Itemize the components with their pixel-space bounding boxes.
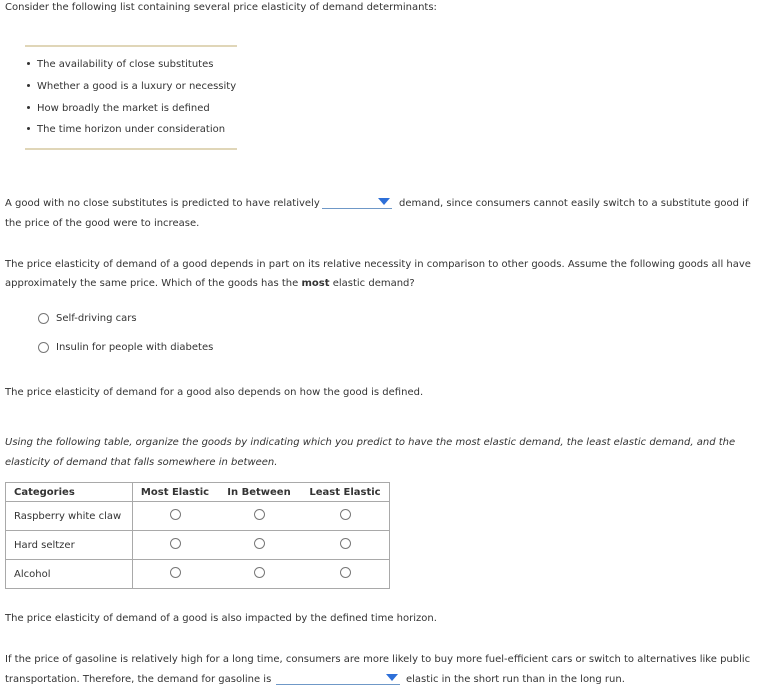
header-least-elastic: Least Elastic (301, 483, 390, 502)
table-instruction-line1: Using the following table, organize the goods by indicating which you predict to have the most elastic demand, the least elastic demand, and the (5, 437, 736, 448)
time-text: The price elasticity of demand of a good is also impacted by the defined time horizon. (5, 613, 437, 624)
radio-least-elastic[interactable] (340, 567, 351, 578)
radio-least-elastic[interactable] (340, 509, 351, 520)
radio-least-elastic[interactable] (340, 538, 351, 549)
category-cell: Raspberry white claw (6, 502, 133, 531)
q2-text-line1: The price elasticity of demand of a good depends in part on its relative necessity in comparison to other goods. Assume the following goods all have (5, 259, 751, 270)
bullet-icon (27, 106, 30, 109)
category-cell: Hard seltzer (6, 531, 133, 560)
chevron-down-icon (378, 198, 390, 205)
bullet-icon (27, 84, 30, 87)
determinants-list (25, 45, 237, 150)
substitutes-dropdown[interactable] (322, 198, 392, 209)
option-label: Insulin for people with diabetes (56, 342, 214, 353)
table-instruction-line2: elasticity of demand that falls somewhere in between. (5, 457, 278, 468)
list-item: The availability of close substitutes (25, 59, 213, 70)
market-text: The price elasticity of demand for a good also depends on how the good is defined. (5, 387, 424, 398)
radio-most-elastic[interactable] (170, 509, 181, 520)
table-row (6, 502, 390, 531)
q4-text-line1: If the price of gasoline is relatively high for a long time, consumers are more likely to buy more fuel-efficient cars or switch to alternatives like public (5, 654, 751, 665)
q1-text-after: demand, since consumers cannot easily switch to a substitute good if (399, 198, 749, 209)
header-categories: Categories (6, 483, 133, 502)
radio-self-driving-cars[interactable] (38, 313, 49, 324)
gasoline-elasticity-dropdown[interactable] (276, 674, 400, 685)
table-row (6, 531, 390, 560)
category-cell: Alcohol (6, 560, 133, 589)
q2-text-line2: approximately the same price. Which of the goods has the most elastic demand? (5, 278, 415, 289)
intro-text: Consider the following list containing several price elasticity of demand determinants: (5, 2, 437, 13)
radio-insulin[interactable] (38, 342, 49, 353)
q1-text-line2: the price of the good were to increase. (5, 218, 200, 229)
table-row (6, 560, 390, 589)
list-item: The time horizon under consideration (25, 124, 225, 135)
chevron-down-icon (386, 674, 398, 681)
radio-in-between[interactable] (254, 567, 265, 578)
radio-in-between[interactable] (254, 538, 265, 549)
q1-text-before: A good with no close substitutes is predicted to have relatively (5, 198, 320, 209)
header-most-elastic: Most Elastic (133, 483, 218, 502)
option-label: Self-driving cars (56, 313, 137, 324)
radio-in-between[interactable] (254, 509, 265, 520)
table-header-row (6, 483, 390, 502)
header-in-between: In Between (217, 483, 301, 502)
radio-most-elastic[interactable] (170, 567, 181, 578)
elasticity-table (5, 482, 390, 589)
bullet-icon (27, 127, 30, 130)
list-item: How broadly the market is defined (25, 103, 210, 114)
bullet-icon (27, 62, 30, 65)
list-item: Whether a good is a luxury or necessity (25, 81, 236, 92)
q4-text-after: elastic in the short run than in the long run. (406, 674, 625, 685)
q4-text-before: transportation. Therefore, the demand for gasoline is (5, 674, 272, 685)
radio-most-elastic[interactable] (170, 538, 181, 549)
